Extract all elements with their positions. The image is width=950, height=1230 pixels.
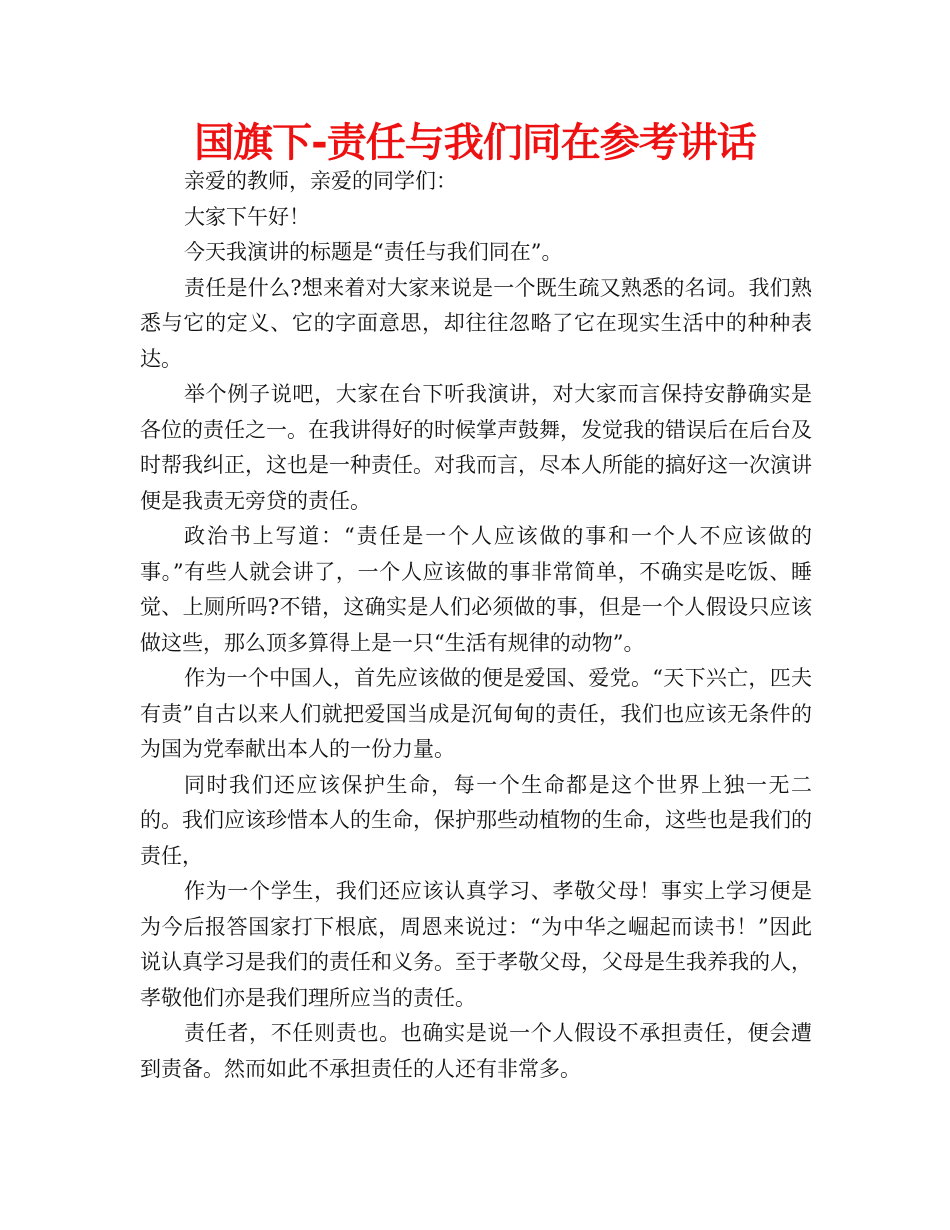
paragraph-protect-life: 同时我们还应该保护生命，每一个生命都是这个世界上独一无二的。我们应该珍惜本人的生命，保护那些动植物的生命，这些也是我们的责任， [140, 772, 812, 868]
paragraph-hello: 大家下午好！ [184, 204, 310, 229]
document-title: 国旗下-责任与我们同在参考讲话 [194, 120, 756, 166]
paragraph-topic: 今天我演讲的标题是“责任与我们同在”。 [184, 240, 563, 264]
paragraph-greeting: 亲爱的教师，亲爱的同学们： [184, 169, 457, 193]
document-body [140, 164, 812, 1087]
paragraph-example: 举个例子说吧，大家在台下听我演讲，对大家而言保持安静确实是各位的责任之一。在我讲得好的时候掌声鼓舞，发觉我的错误后在后台及时帮我纠正，这也是一种责任。对我而言，尽本人所能的搞好这一次演讲便是我责无旁贷的责任。 [140, 382, 812, 513]
paragraph-conclusion: 责任者，不任则责也。也确实是说一个人假设不承担责任，便会遭到责备。然而如此不承担责任的人还有非常多。 [140, 1021, 812, 1081]
paragraph-what-is-responsibility: 责任是什么?想来着对大家来说是一个既生疏又熟悉的名词。我们熟悉与它的定义、它的字面意思，却往往忽略了它在现实生活中的种种表达。 [140, 275, 812, 371]
paragraph-patriotism: 作为一个中国人，首先应该做的便是爱国、爱党。“天下兴亡，匹夫有责”自古以来人们就把爱国当成是沉甸甸的责任，我们也应该无条件的为国为党奉献出本人的一份力量。 [140, 666, 812, 761]
paragraph-politics-book: 政治书上写道：“责任是一个人应该做的事和一个人不应该做的事。”有些人就会讲了，一个人应该做的事非常简单，不确实是吃饭、睡觉、上厕所吗?不错，这确实是人们必须做的事，但是一个人假设只应该做这些，那么顶多算得上是一只“生活有规律的动物”。 [140, 524, 812, 655]
paragraph-student-duty: 作为一个学生，我们还应该认真学习、孝敬父母！事实上学习便是为今后报答国家打下根底，周恩来说过：“为中华之崛起而读书！”因此说认真学习是我们的责任和义务。至于孝敬父母，父母是生我养我的人，孝敬他们亦是我们理所应当的责任。 [140, 879, 812, 1010]
